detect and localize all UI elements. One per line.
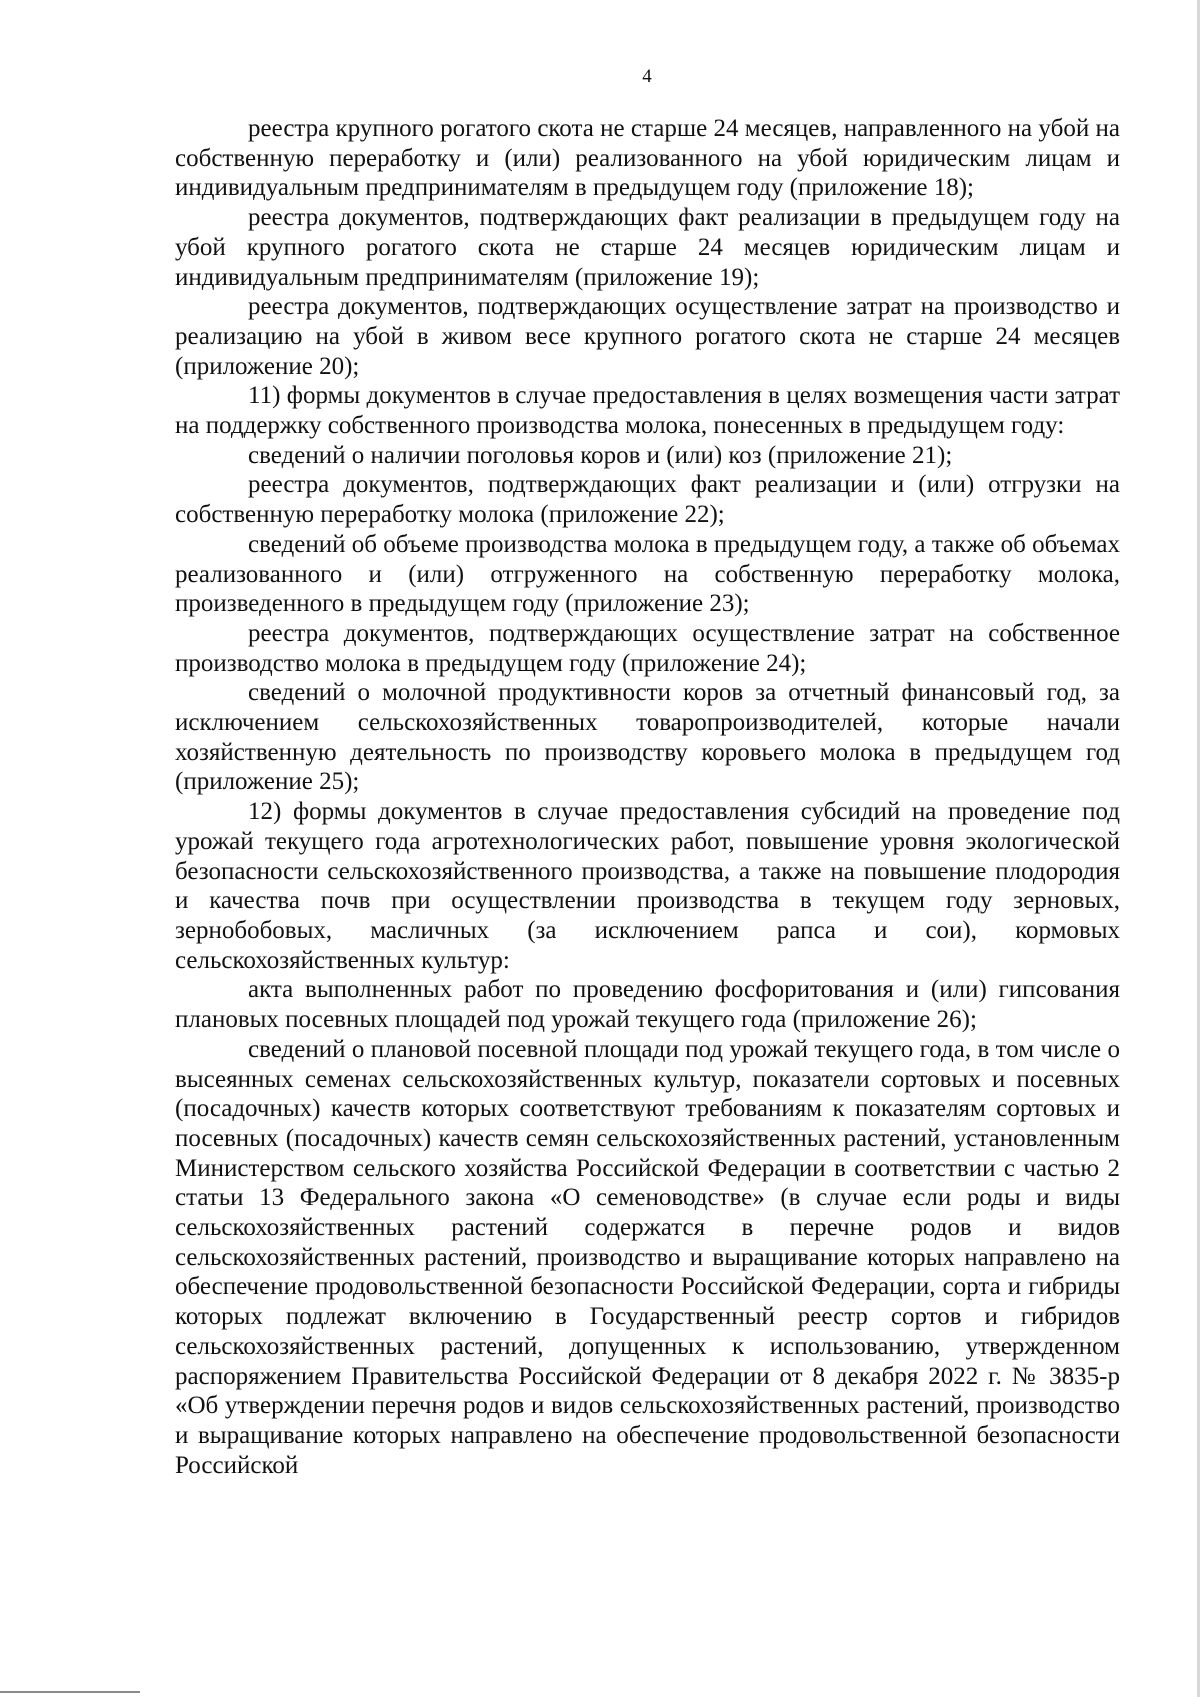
document-body — [175, 114, 1120, 1480]
paragraph-milk-shipment-registry: реестра документов, подтверждающих факт реализации и (или) отгрузки на собственную переработку молока (приложение 22); — [175, 471, 1120, 529]
paragraph-milk-cost-registry: реестра документов, подтверждающих осуществление затрат на собственное производство молока в предыдущем году (приложение 24); — [175, 619, 1120, 677]
paragraph-planned-sown-area: сведений о плановой посевной площади под урожай текущего года, в том числе о высеянных семенах сельскохозяйственных культур, показатели сортовых и посевных (посадочных) качеств которых соответствуют требованиям к показателям сортовых и посевных (посадочных) качеств семян сельскохозяйственных растений, установленным Министерством сельского хозяйства Российской Федерации в соответствии с частью 2 статьи 13 Федерального закона «О семеноводстве» (в случае если роды и виды сельскохозяйственных растений содержатся в перечне родов и видов сельскохозяйственных растений, производство и выращивание которых направлено на обеспечение продовольственной безопасности Российской Федерации, сорта и гибриды которых подлежат включению в Государственный реестр сортов и гибридов сельскохозяйственных растений, допущенных к использованию, утвержденном распоряжением Правительства Российской Федерации от 8 декабря 2022 г. № 3835-р «Об утверждении перечня родов и видов сельскохозяйственных растений, производство и выращивание которых направлено на обеспечение продовольственной безопасности Российской — [175, 1035, 1120, 1479]
paragraph-milk-production-volume: сведений об объеме производства молока в предыдущем году, а также об объемах реализованного и (или) отгруженного на собственную переработку молока, произведенного в предыдущем году (приложение 23); — [175, 530, 1120, 618]
paragraph-dairy-productivity: сведений о молочной продуктивности коров за отчетный финансовый год, за исключением сельскохозяйственных товаропроизводителей, которые начали хозяйственную деятельность по производству коровьего молока в предыдущем год (приложение 25); — [175, 679, 1120, 796]
page-number: 4 — [642, 66, 652, 87]
paragraph-phosphorite-gypsum-act: акта выполненных работ по проведению фосфоритования и (или) гипсования плановых посевных площадей под урожай текущего года (приложение 26); — [175, 976, 1120, 1034]
scan-edge-bottom — [0, 1691, 140, 1693]
paragraph-cow-goat-livestock: сведений о наличии поголовья коров и (или) коз (приложение 21); — [248, 441, 953, 469]
paragraph-registry-sale-documents: реестра документов, подтверждающих факт реализации в предыдущем году на убой крупного рогатого скота не старше 24 месяцев юридическим лицам и индивидуальным предпринимателям (приложение 19); — [175, 204, 1120, 291]
paragraph-registry-cost-documents: реестра документов, подтверждающих осуществление затрат на производство и реализацию на убой в живом весе крупного рогатого скота не старше 24 месяцев (приложение 20); — [175, 293, 1120, 380]
paragraph-registry-cattle-slaughter: реестра крупного рогатого скота не старше 24 месяцев, направленного на убой на собственную переработку и (или) реализованного на убой юридическим лицам и индивидуальным предпринимателям в предыдущем году (приложение 18); — [175, 115, 1120, 202]
paragraph-item-12-agrotech-forms: 12) формы документов в случае предоставления субсидий на проведение под урожай текущего года агротехнологических работ, повышение уровня экологической безопасности сельскохозяйственного производства, а также на повышение плодородия и качества почв при осуществлении производства в текущем году зерновых, зернобобовых, масличных (за исключением рапса и сои), кормовых сельскохозяйственных культур: — [175, 798, 1120, 974]
paragraph-item-11-milk-forms: 11) формы документов в случае предоставления в целях возмещения части затрат на поддержку собственного производства молока, понесенных в предыдущем году: — [175, 382, 1120, 440]
